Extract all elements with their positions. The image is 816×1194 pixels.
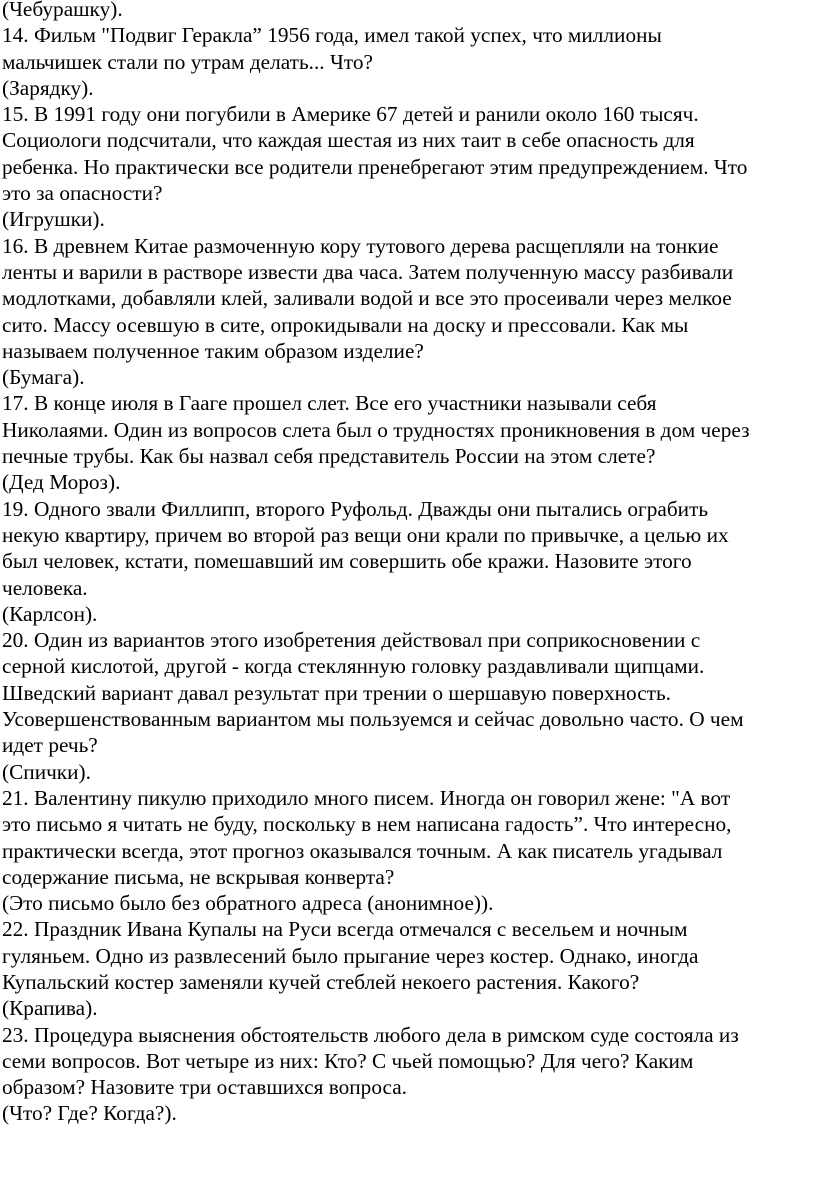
text-line: (Бумага). (2, 365, 85, 390)
text-line: Шведский вариант давал результат при трении о шершавую поверхность. (2, 680, 672, 705)
text-line: (Это письмо было без обратного адреса (анонимное)). (2, 891, 494, 916)
text-line: 15. В 1991 году они погубили в Америке 67 детей и ранили около 160 тысяч. (2, 102, 699, 127)
text-line: 14. Фильм "Подвиг Геракла” 1956 года, имел такой успех, что миллионы (2, 23, 662, 48)
text-line: модлотками, добавляли клей, заливали водой и все это просеивали через мелкое (2, 286, 732, 311)
text-line: это письмо я читать не буду, поскольку в нем написана гадость”. Что интересно, (2, 812, 732, 837)
text-line: 23. Процедура выяснения обстоятельств любого дела в римском суде состояла из (2, 1022, 739, 1047)
text-line: содержание письма, не вскрывая конверта? (2, 864, 395, 889)
text-line: (Чебурашку). (2, 0, 123, 21)
text-line: 19. Одного звали Филлипп, второго Руфольд. Дважды они пытались ограбить (2, 496, 709, 521)
text-line: Купальский костер заменяли кучей стеблей некоего растения. Какого? (2, 969, 640, 994)
text-line: (Что? Где? Когда?). (2, 1101, 177, 1126)
text-line: это за опасности? (2, 181, 163, 206)
text-line: образом? Назовите три оставшихся вопроса. (2, 1075, 407, 1100)
text-line: практически всегда, этот прогноз оказывался точным. А как писатель угадывал (2, 838, 723, 863)
text-line: (Зарядку). (2, 75, 94, 100)
text-line: гуляньем. Одно из развлесений было прыгание через костер. Однако, иногда (2, 943, 699, 968)
text-line: некую квартиру, причем во второй раз вещи они крали по привычке, а целью их (2, 522, 729, 547)
text-line: (Карлсон). (2, 601, 98, 626)
text-line: 17. В конце июля в Гааге прошел слет. Все его участники называли себя (2, 391, 657, 416)
text-line: 16. В древнем Китае размоченную кору тутового дерева расщепляли на тонкие (2, 233, 719, 258)
text-line: серной кислотой, другой - когда стеклянную головку раздавливали щипцами. (2, 654, 705, 679)
text-line: (Спички). (2, 759, 91, 784)
text-line: 22. Праздник Ивана Купалы на Руси всегда отмечался с весельем и ночным (2, 917, 688, 942)
text-line: семи вопросов. Вот четыре из них: Кто? С чьей помощью? Для чего? Каким (2, 1048, 694, 1073)
text-line: (Дед Мороз). (2, 470, 121, 495)
text-line: был человек, кстати, помешавший им совершить обе кражи. Назовите этого (2, 549, 692, 574)
text-line: человека. (2, 575, 88, 600)
text-line: печные трубы. Как бы назвал себя представитель России на этом слете? (2, 444, 656, 469)
text-line: 21. Валентину пикулю приходило много писем. Иногда он говорил жене: "А вот (2, 785, 731, 810)
text-line: Николаями. Один из вопросов слета был о трудностях проникновения в дом через (2, 417, 750, 442)
text-line: (Крапива). (2, 996, 98, 1021)
text-line: Усовершенствованным вариантом мы пользуемся и сейчас довольно часто. О чем (2, 707, 744, 732)
text-line: ленты и варили в растворе извести два часа. Затем полученную массу разбивали (2, 259, 734, 284)
text-line: (Игрушки). (2, 207, 105, 232)
text-line: сито. Массу осевшую в сите, опрокидывали на доску и прессовали. Как мы (2, 312, 689, 337)
document-text (2, 0, 814, 1127)
text-line: идет речь? (2, 733, 98, 758)
text-line: называем полученное таким образом изделие? (2, 338, 424, 363)
text-line: 20. Один из вариантов этого изобретения действовал при соприкосновении с (2, 628, 701, 653)
text-line: Социологи подсчитали, что каждая шестая из них таит в себе опасность для (2, 128, 695, 153)
text-line: мальчишек стали по утрам делать... Что? (2, 49, 373, 74)
text-line: ребенка. Но практически все родители пренебрегают этим предупреждением. Что (2, 154, 748, 179)
